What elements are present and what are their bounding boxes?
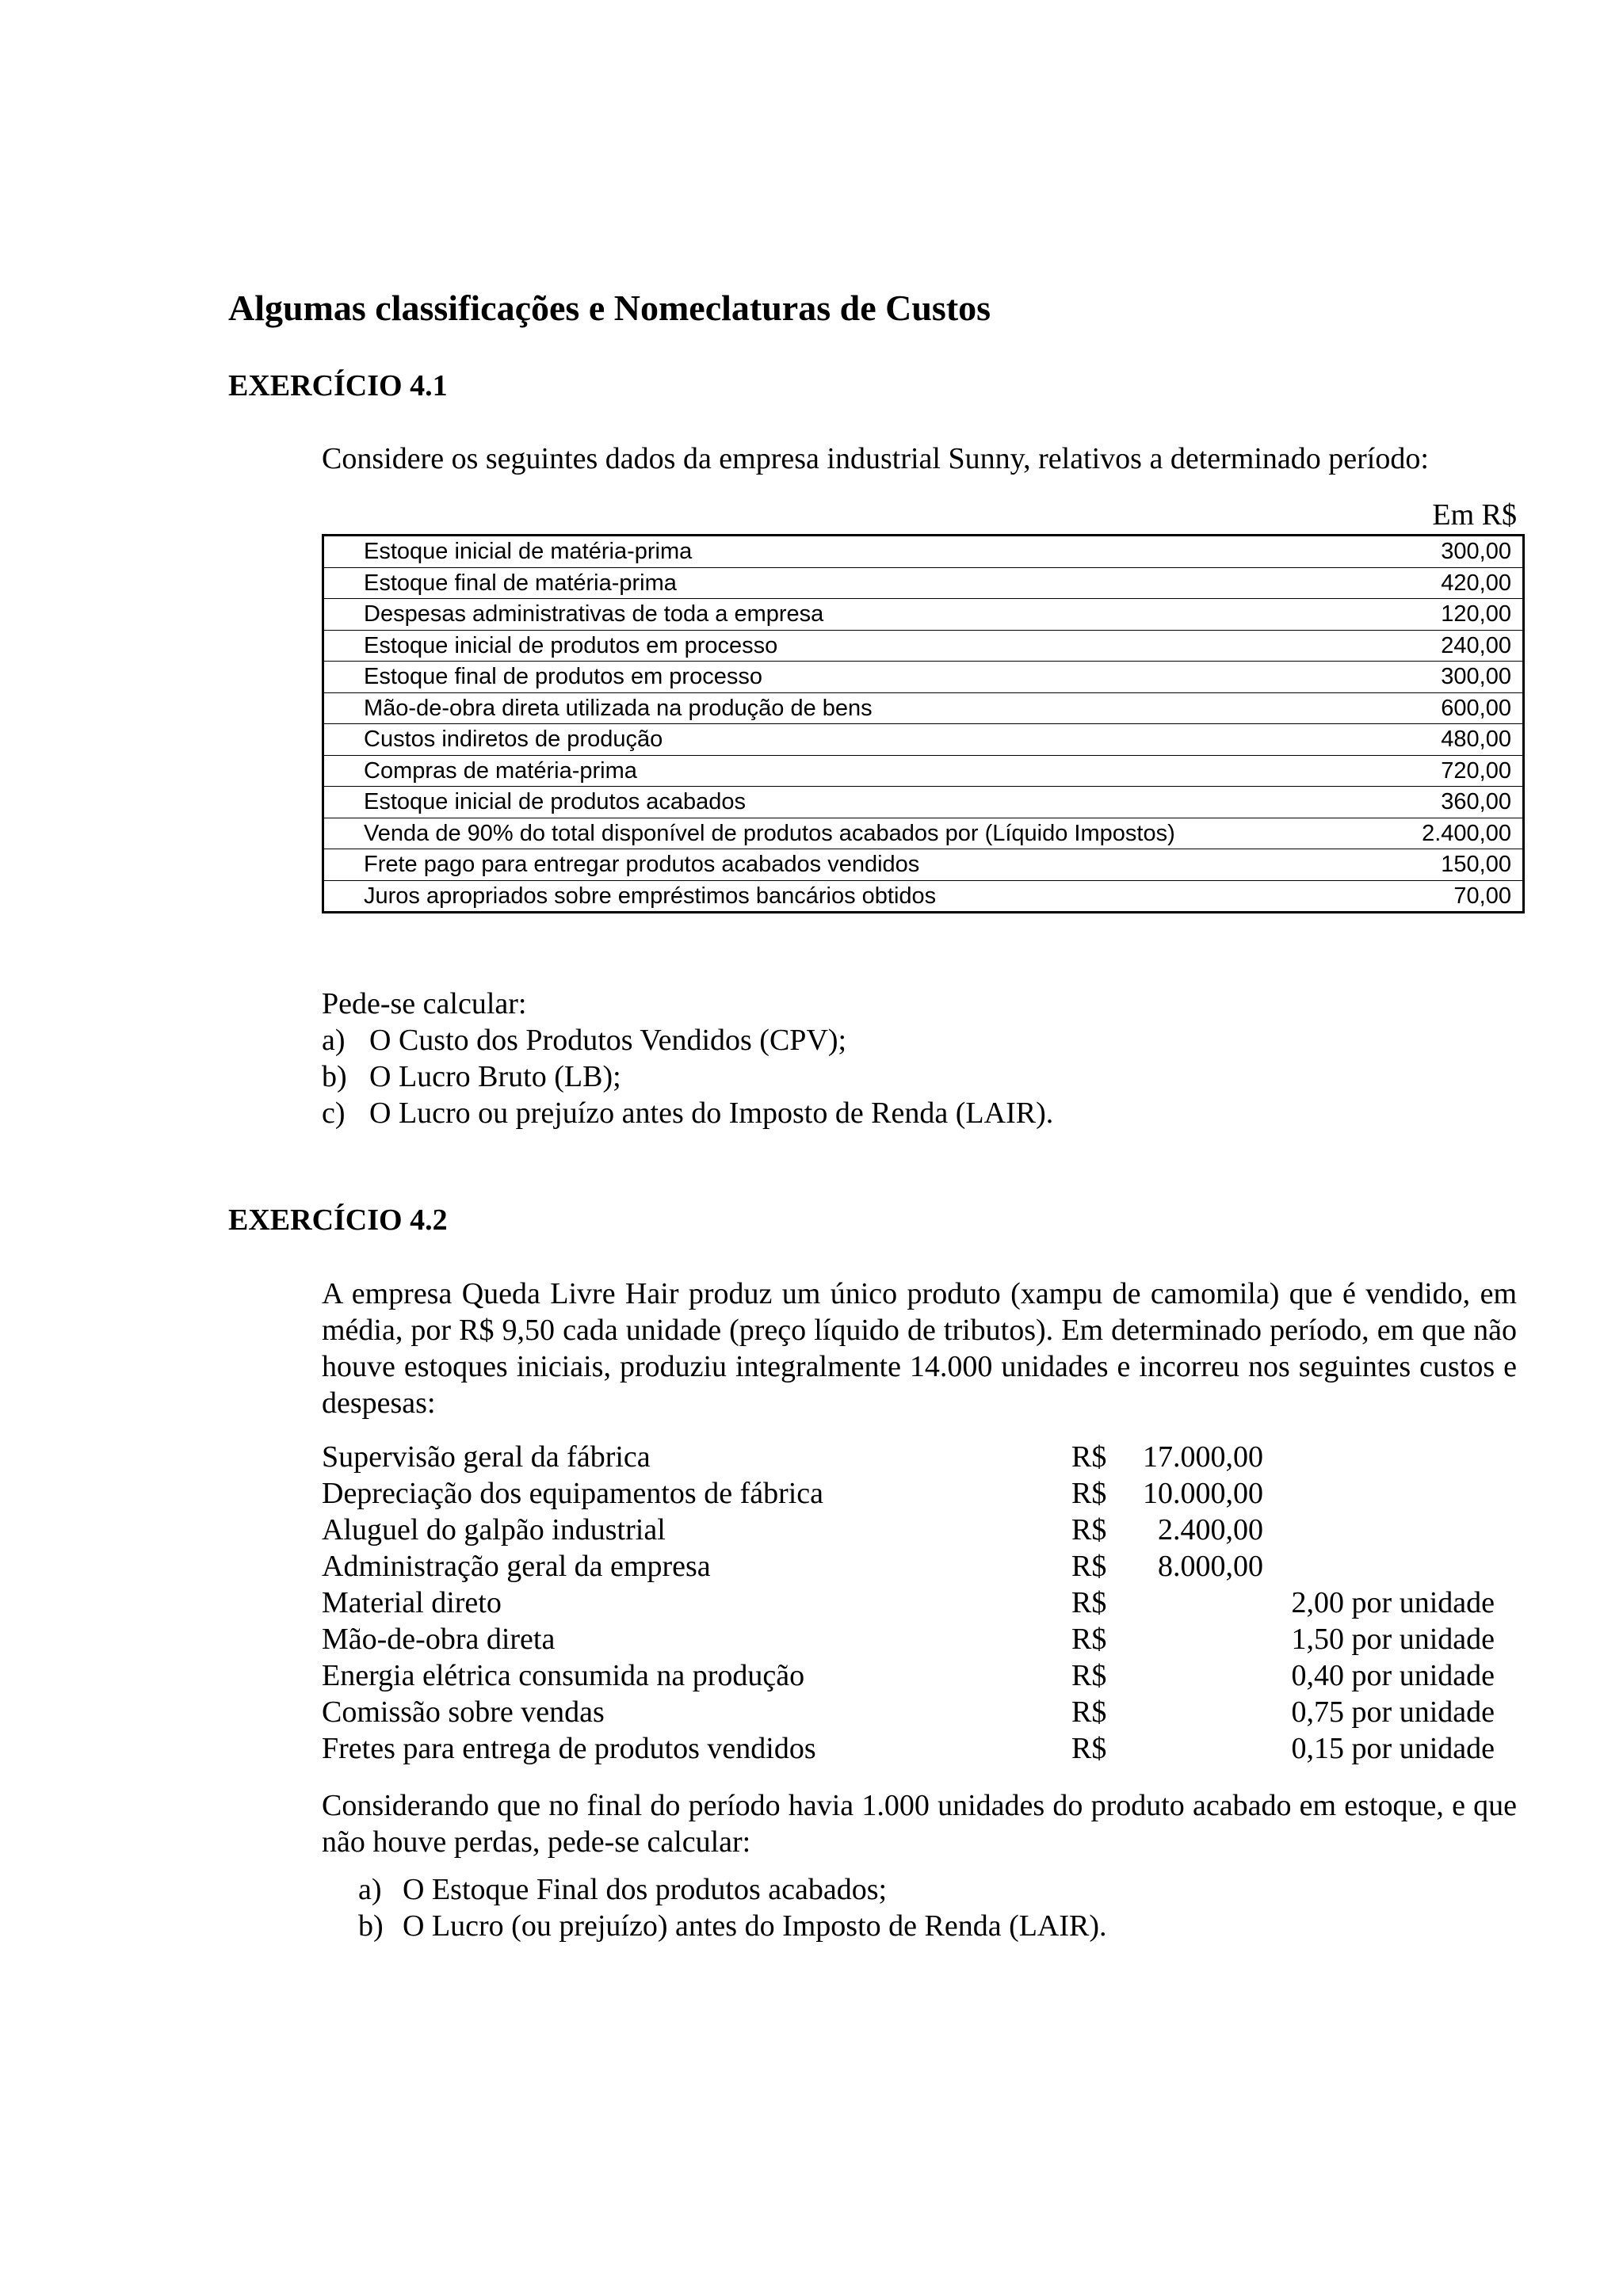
table-row [323,849,1524,881]
row-label: Venda de 90% do total disponível de produtos acabados por (Líquido Impostos) [323,818,1396,849]
row-value: 600,00 [1396,692,1524,724]
fixed-cost-row [322,1512,1526,1548]
unit-cost-row [322,1621,1526,1657]
row-value: 70,00 [1453,883,1511,909]
cost-currency: R$ [1071,1550,1107,1583]
document-title: Algumas classificações e Nomeclaturas de Custos [228,288,991,328]
list-marker: b) [358,1909,384,1943]
question-text: O Lucro Bruto (LB); [369,1060,621,1093]
table-row [323,536,1524,568]
row-value: 360,00 [1396,787,1524,818]
exercise-4-1-intro: Considere os seguintes dados da empresa industrial Sunny, relativos a determinado período: [322,442,1429,475]
ask-prompt: Pede-se calcular: [322,987,527,1020]
cost-currency: R$ [1071,1477,1107,1510]
cost-currency: R$ [1071,1440,1107,1474]
fixed-cost-row [322,1439,1526,1475]
table-row [323,787,1524,818]
cost-currency: R$ [1071,1659,1107,1692]
list-item [322,1058,1053,1095]
row-label: Estoque inicial de matéria-prima [323,536,1396,568]
list-item [322,1095,1053,1131]
currency-unit-label: Em R$ [1432,498,1517,532]
row-value: 720,00 [1396,755,1524,787]
table-row [323,662,1524,693]
exercise-4-2-heading: EXERCÍCIO 4.2 [228,1203,448,1237]
fixed-cost-row [322,1548,1526,1585]
exercise-4-1-questions [322,986,1053,1131]
cost-currency: R$ [1071,1513,1107,1547]
table-row [323,724,1524,756]
row-label: Estoque inicial de produtos acabados [323,787,1396,818]
table-row [323,880,1524,913]
list-marker: a) [322,1024,346,1057]
table-row [323,692,1524,724]
cost-label: Mão-de-obra direta [322,1623,556,1656]
question-text: O Lucro (ou prejuízo) antes do Imposto de Renda (LAIR). [403,1909,1107,1943]
cost-amount: 2.400,00 [1158,1513,1263,1547]
row-value: 300,00 [1396,662,1524,693]
row-label: Estoque final de produtos em processo [323,662,1396,693]
sunny-data-table [322,534,1525,913]
fixed-cost-row [322,1475,1526,1512]
cost-label: Aluguel do galpão industrial [322,1513,666,1547]
list-item [322,1022,1053,1058]
cost-amount: 1,50 por unidade [1291,1623,1495,1656]
unit-cost-row [322,1730,1526,1767]
cost-amount: 2,00 por unidade [1291,1586,1495,1619]
row-label: Juros apropriados sobre empréstimos bancários obtidos [364,883,937,909]
question-text: O Lucro ou prejuízo antes do Imposto de Renda (LAIR). [369,1097,1054,1130]
row-label: Compras de matéria-prima [323,755,1396,787]
list-marker: c) [322,1097,346,1130]
row-label: Frete pago para entregar produtos acabados vendidos [323,849,1396,881]
cost-label: Supervisão geral da fábrica [322,1440,651,1474]
row-value: 480,00 [1396,724,1524,756]
cost-amount: 0,40 por unidade [1291,1659,1495,1692]
question-text: O Estoque Final dos produtos acabados; [403,1873,888,1906]
cost-amount: 17.000,00 [1143,1440,1263,1474]
unit-cost-row [322,1657,1526,1694]
cost-label: Administração geral da empresa [322,1550,711,1583]
cost-label: Comissão sobre vendas [322,1695,605,1729]
row-value: 240,00 [1396,630,1524,662]
exercise-4-2-intro: A empresa Queda Livre Hair produz um único produto (xampu de camomila) que é vendido, em média, por R$ 9,50 cada unidade (preço líquido de tributos). Em determinado período, em que não houve estoques iniciais, produziu integralmente 14.000 unidades e incorreu nos seguintes custos e despesas: [322,1277,1517,1420]
cost-list [322,1439,1526,1767]
list-marker: a) [358,1873,382,1906]
row-label: Mão-de-obra direta utilizada na produção de bens [323,692,1396,724]
exercise-4-1-heading: EXERCÍCIO 4.1 [228,369,448,402]
exercise-4-2-questions [358,1871,1107,1944]
row-value: 420,00 [1396,567,1524,599]
table-row [323,755,1524,787]
row-label: Estoque final de matéria-prima [323,567,1396,599]
row-label: Estoque inicial de produtos em processo [323,630,1396,662]
list-marker: b) [322,1060,347,1093]
cost-label: Depreciação dos equipamentos de fábrica [322,1477,824,1510]
row-value: 120,00 [1396,599,1524,631]
list-item [358,1871,1107,1908]
row-label: Despesas administrativas de toda a empresa [323,599,1396,631]
cost-amount: 10.000,00 [1143,1477,1263,1510]
table-row [323,818,1524,849]
table-row [323,567,1524,599]
cost-amount: 0,75 por unidade [1291,1695,1495,1729]
cost-amount: 0,15 por unidade [1291,1732,1495,1765]
unit-cost-row [322,1585,1526,1621]
unit-cost-row [322,1694,1526,1730]
cost-currency: R$ [1071,1732,1107,1765]
cost-label: Material direto [322,1586,502,1619]
row-value: 150,00 [1396,849,1524,881]
cost-amount: 8.000,00 [1158,1550,1263,1583]
cost-label: Energia elétrica consumida na produção [322,1659,805,1692]
row-label: Custos indiretos de produção [323,724,1396,756]
cost-currency: R$ [1071,1695,1107,1729]
exercise-4-2-conclusion: Considerando que no final do período havia 1.000 unidades do produto acabado em estoque, e que não houve perdas, pede-se calcular: [322,1789,1517,1859]
table-row [323,599,1524,631]
table-row [323,630,1524,662]
cost-currency: R$ [1071,1586,1107,1619]
list-item [358,1908,1107,1944]
cost-label: Fretes para entrega de produtos vendidos [322,1732,816,1765]
row-value: 300,00 [1396,536,1524,568]
cost-currency: R$ [1071,1623,1107,1656]
row-value: 2.400,00 [1396,818,1524,849]
question-text: O Custo dos Produtos Vendidos (CPV); [369,1024,847,1057]
